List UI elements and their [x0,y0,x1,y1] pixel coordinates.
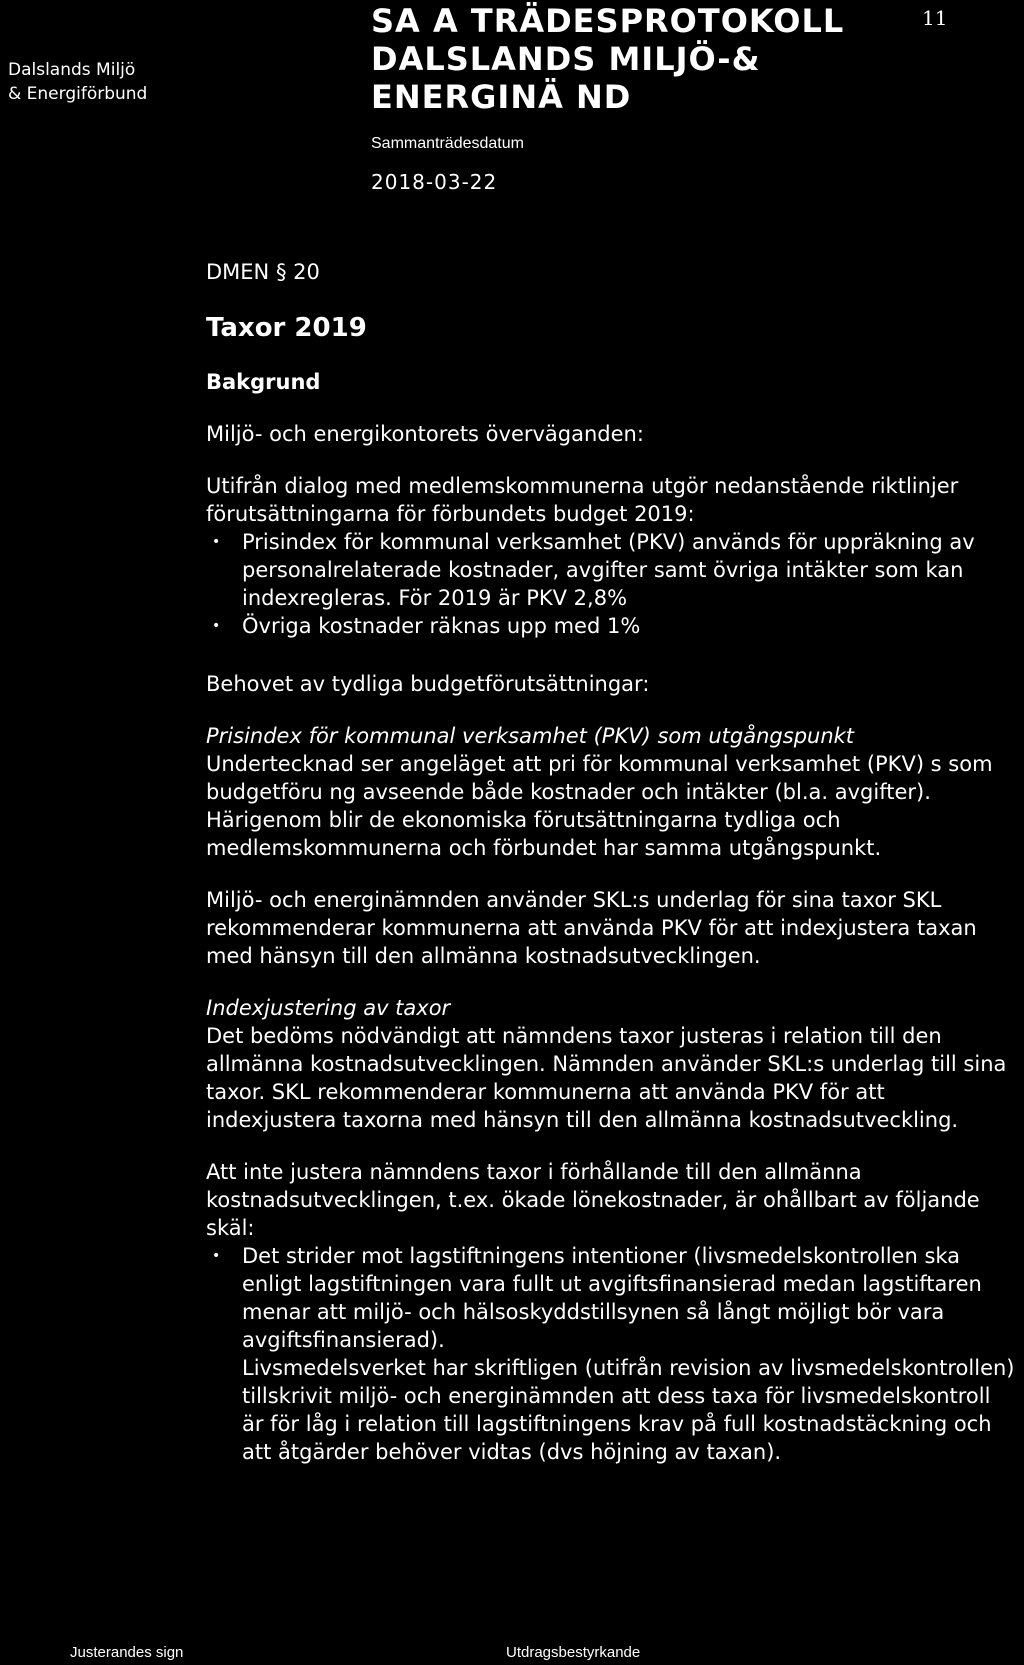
footer-signature-label: Justerandes sign [70,1644,184,1661]
footer-certification-label: Utdragsbestyrkande [506,1644,641,1661]
reason-legislation: Det strider mot lagstiftningens intentioner (livsmedelskontrollen ska enligt lagstiftningen vara fullt ut avgiftsfinansierad medan lagstiftaren menar att miljö- och hälsoskyddstillsynen så långt möjligt bör vara avgiftsfinansierad). [242,1244,982,1352]
list-item [242,1242,1016,1466]
title-line-1: SA A TRÄDESPROTOKOLL [371,2,845,40]
title-line-3: ENERGINÄ ND [371,78,632,116]
document-body [206,258,1016,1466]
section-heading: Taxor 2019 [206,313,367,343]
subheading-background: Bakgrund [206,370,321,394]
indexjustering-subtitle: Indexjustering av taxor [206,996,451,1020]
paragraph-reasons: Att inte justera nämndens taxor i förhållande till den allmänna kostnadsutvecklingen, t.ex. ökade lönekostnader, är ohållbart av följande skäl: [206,1160,980,1240]
list-item: • Övriga kostnader räknas upp med 1% [242,612,1016,640]
guideline-list [206,528,1016,640]
paragraph-skl: Miljö- och energinämnden använder SKL:s underlag för sina taxor SKL rekommenderar kommunerna att använda PKV för att indexjustera taxan med hänsyn till den allmänna kostnadsutvecklingen. [206,888,977,968]
document-title [371,2,844,116]
paragraph-pkv: Undertecknad ser angeläget att pri för kommunal verksamhet (PKV) s som budgetföru ng avseende både kostnader och intäkter (bl.a. avgifter). Härigenom blir de ekonomiska förutsättningarna tydliga och medlemskommunerna och förbundet har samma utgångspunkt. [206,752,993,860]
org-line-1: Dalslands Miljö [8,60,136,80]
meeting-date: 2018-03-22 [371,170,498,194]
intro-text: Miljö- och energikontorets överväganden: [206,422,644,446]
organization-name [8,58,147,106]
pkv-subtitle: Prisindex för kommunal verksamhet (PKV) som utgångspunkt [206,724,855,748]
reason-livsmedelsverket: Livsmedelsverket har skriftligen (utifrån revision av livsmedelskontrollen) tillskrivit miljö- och energinämnden att dess taxa för livsmedelskontroll är för låg i relation till lagstiftningens krav på full kostnadstäckning och att åtgärder behöver vidtas (dvs höjning av taxan). [242,1356,1015,1464]
date-label: Sammanträdesdatum [371,135,524,152]
list-item: • Prisindex för kommunal verksamhet (PKV) används för uppräkning av personalrelaterade kostnader, avgifter samt övriga intäkter som kan indexregleras. För 2019 är PKV 2,8% [242,528,1016,612]
paragraph-indexjustering: Det bedöms nödvändigt att nämndens taxor justeras i relation till den allmänna kostnadsutvecklingen. Nämnden använder SKL:s underlag till sina taxor. SKL rekommenderar kommunerna att använda PKV för att indexjustera taxorna med hänsyn till den allmänna kostnadsutveckling. [206,1024,1007,1132]
paragraph-budget-needs: Behovet av tydliga budgetförutsättningar: [206,672,650,696]
page-number: 11 [922,6,948,30]
org-line-2: & Energiförbund [8,84,148,104]
paragraph-guidelines: Utifrån dialog med medlemskommunerna utgör nedanstående riktlinjer förutsättningarna för förbundets budget 2019: [206,474,959,526]
section-reference: DMEN § 20 [206,260,320,284]
title-line-2: DALSLANDS MILJÖ-& [371,40,761,78]
reasons-list [206,1242,1016,1466]
